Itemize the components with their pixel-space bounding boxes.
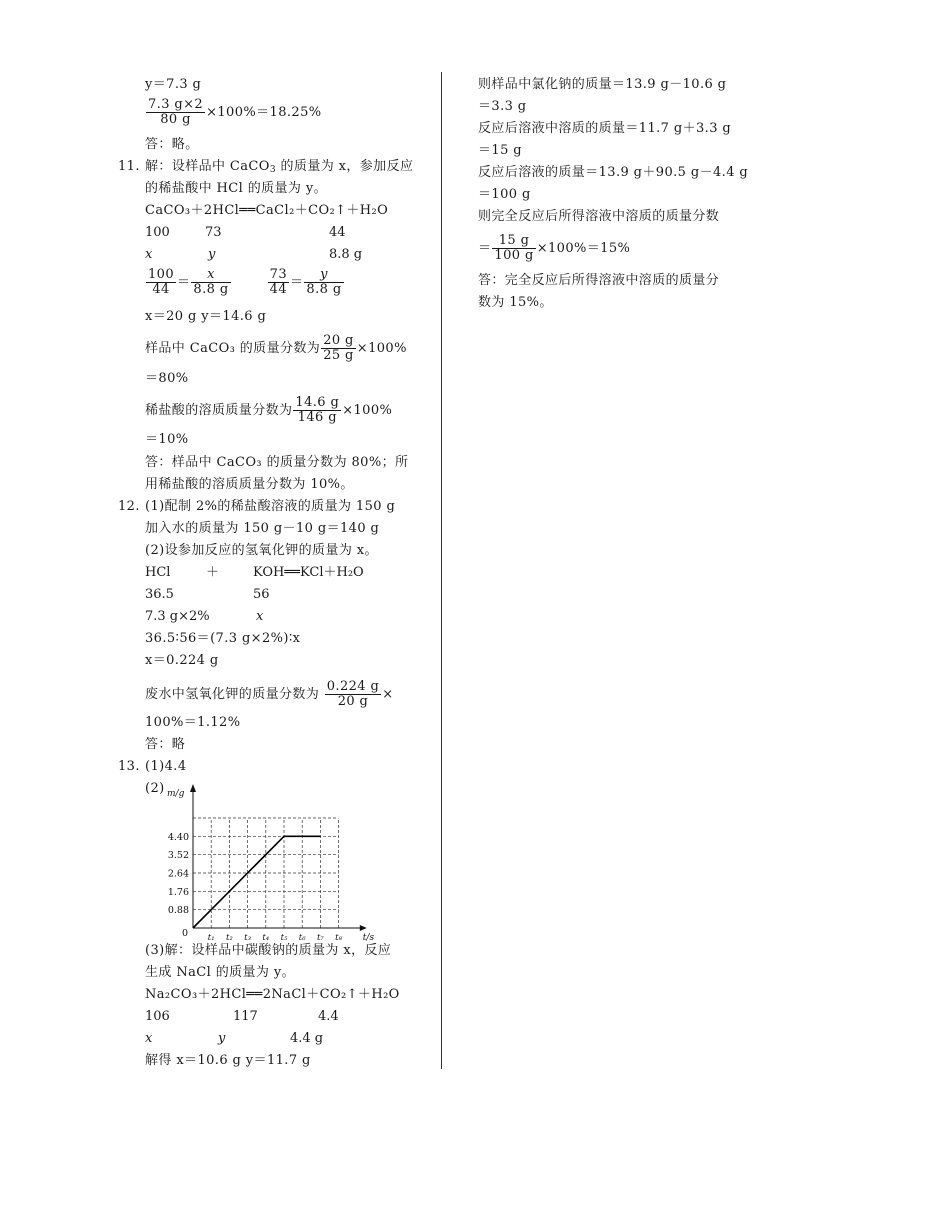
text-line: 解：设样品中 CaCO$_3$ 的质量为 x，参加反应 [145, 159, 414, 175]
question-number: 11. [118, 159, 140, 174]
x-tick-label: t₃ [244, 933, 252, 943]
x-tick-label: t₄ [262, 933, 270, 943]
equation-part: HCl [145, 565, 171, 580]
column-divider [441, 72, 442, 1069]
fraction: $\frac{15 g}{100 g}$ [494, 233, 534, 263]
y-tick-label: 1.76 [167, 886, 189, 898]
unknown: x [145, 247, 153, 262]
x-tick-label: t₁ [207, 933, 215, 943]
molar-mass: 44 [329, 225, 346, 240]
x-tick-label: t₆ [298, 933, 306, 943]
mass-value: 7.3 g×2% [145, 609, 210, 624]
text-line: 反应后溶液的质量＝13.9 g＋90.5 g－4.4 g [478, 165, 749, 180]
text-line: 则样品中氯化钠的质量＝13.9 g－10.6 g [478, 77, 727, 92]
text-line: 生成 NaCl 的质量为 y。 [145, 965, 295, 980]
x-tick-label: t₈ [335, 933, 343, 943]
x-axis-label: t/s [362, 933, 375, 943]
text-line: 则完全反应后所得溶液中溶质的质量分数 [478, 209, 720, 224]
text-line: (3)解：设样品中碳酸钠的质量为 x，反应 [145, 943, 392, 958]
unknown: y [218, 1031, 226, 1046]
text-line: ＝80% [145, 371, 189, 386]
fraction: $\frac{73}{44}$ [269, 267, 287, 297]
equation: Na₂CO₃＋2HCl══2NaCl＋CO₂↑＋H₂O [145, 987, 400, 1002]
molar-mass: 106 [145, 1009, 170, 1024]
text-line: 答：略 [145, 737, 186, 752]
text-line: 的稀盐酸中 HCl 的质量为 y。 [145, 181, 327, 196]
text-line: x＝20 g y＝14.6 g [145, 309, 267, 324]
question-number: 12. [118, 499, 140, 514]
text-line: y＝7.3 g [145, 77, 202, 92]
text-line: 答：样品中 CaCO₃ 的质量分数为 80%；所 [145, 455, 409, 470]
mass-value: 4.4 g [290, 1031, 324, 1046]
fraction-line: 稀盐酸的溶质质量分数为 $\frac{14.6 g}{146 g}$ ×100% [145, 395, 393, 425]
fraction-line: ＝ $\frac{15 g}{100 g}$ ×100%＝15% [478, 233, 631, 263]
molar-mass: 100 [145, 225, 170, 240]
text-line: 解得 x＝10.6 g y＝11.7 g [145, 1053, 311, 1068]
data-line [193, 836, 320, 928]
text-line: 答：略。 [145, 137, 199, 152]
x-tick-label: t₇ [316, 933, 324, 943]
text-line: ＝10% [145, 432, 189, 447]
text-line: 数为 15%。 [478, 295, 553, 310]
text-line: 100%＝1.12% [145, 715, 241, 730]
text-line: 加入水的质量为 150 g－10 g＝140 g [145, 521, 380, 536]
text-line: (1)配制 2%的稀盐酸溶液的质量为 150 g [145, 499, 396, 514]
fraction: $\frac{100}{44}$ [148, 267, 175, 297]
text-line: (2) [145, 781, 165, 796]
fraction: $\frac{7.3 g\times 2}{80 g}$ [148, 97, 204, 127]
origin-label: 0 [181, 928, 189, 939]
fraction-line: 废水中氢氧化钾的质量分数为 $\frac{0.224 g}{20 g}$ × [145, 679, 394, 709]
text-line: x＝0.224 g [145, 653, 219, 668]
text-line: ＝100 g [478, 187, 531, 202]
unknown: x [256, 609, 264, 624]
y-axis-label: m/g [167, 789, 185, 799]
equation-part: KOH══KCl＋H₂O [253, 565, 364, 580]
text-line: 用稀盐酸的溶质质量分数为 10%。 [145, 477, 354, 492]
x-axis-arrow [360, 925, 367, 931]
y-axis-arrow [190, 784, 196, 792]
equation-part: ＋ [206, 565, 220, 580]
text-line: (2)设参加反应的氢氧化钾的质量为 x。 [145, 543, 378, 558]
molar-mass: 4.4 [318, 1009, 339, 1024]
mass-value: 8.8 g [329, 247, 363, 262]
molar-mass: 73 [205, 225, 222, 240]
mass-time-chart [145, 776, 385, 946]
y-tick-label: 0.88 [167, 905, 189, 917]
text-line: 答：完全反应后所得溶液中溶质的质量分 [478, 273, 720, 288]
x-tick-label: t₂ [225, 933, 233, 943]
unknown: x [145, 1031, 153, 1046]
molar-mass: 117 [233, 1009, 258, 1024]
equation: CaCO₃＋2HCl══CaCl₂＋CO₂↑＋H₂O [145, 203, 389, 218]
fraction: $\frac{14.6 g}{146 g}$ [295, 395, 340, 425]
fraction-line: 样品中 CaCO₃ 的质量分数为 $\frac{20 g}{25 g}$ ×100% [145, 333, 407, 363]
x-tick-label: t₅ [280, 933, 288, 943]
fraction: $\frac{x}{8.8 g}$ [193, 267, 229, 297]
fraction: $\frac{y}{8.8 g}$ [306, 267, 342, 297]
molar-mass: 56 [253, 587, 270, 602]
molar-mass: 36.5 [145, 587, 174, 602]
y-tick-label: 2.64 [167, 868, 189, 880]
y-tick-label: 4.40 [167, 831, 189, 843]
text-line: 反应后溶液中溶质的质量＝11.7 g＋3.3 g [478, 121, 732, 136]
fraction: $\frac{0.224 g}{20 g}$ [326, 679, 380, 709]
fraction-line: $\frac{7.3 g\times 2}{80 g}$ ×100%＝18.25% [148, 97, 322, 127]
unknown: y [208, 247, 216, 262]
text-line: ＝3.3 g [478, 99, 527, 114]
y-tick-label: 3.52 [167, 850, 189, 862]
text-line: 36.5∶56＝(7.3 g×2%)∶x [145, 631, 301, 646]
text-line: (1)4.4 [145, 759, 187, 774]
fraction: $\frac{20 g}{25 g}$ [323, 333, 354, 363]
question-number: 13. [118, 759, 140, 774]
text-line: ＝15 g [478, 143, 522, 158]
ratio-line: $\frac{100}{44}$ ＝ $\frac{x}{8.8 g}$ $\frac{73}{44}$ ＝ $\frac{y}{8.8 g}$ [148, 267, 342, 297]
